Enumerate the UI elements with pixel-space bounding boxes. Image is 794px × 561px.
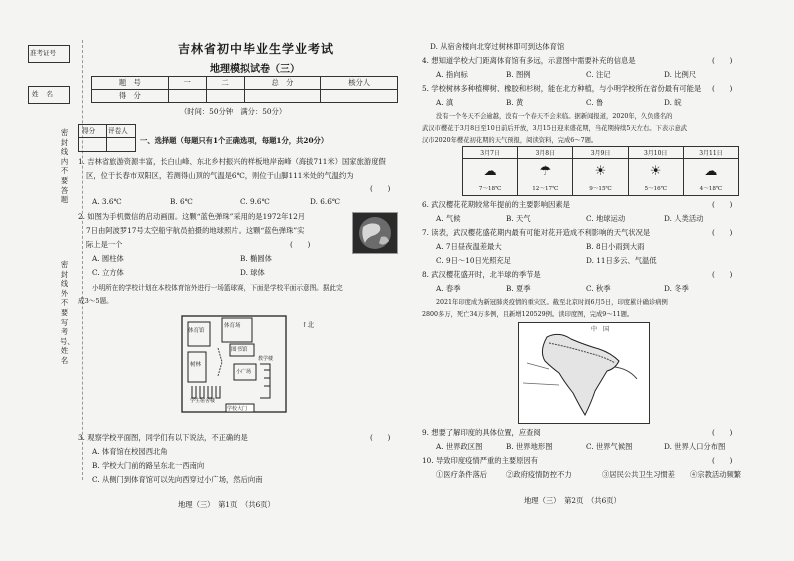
blue-marble-image — [352, 212, 398, 254]
time-note: （时间：50分钟 满分：50分） — [180, 107, 287, 116]
page-subtitle: 地理模拟试卷（三） — [210, 64, 300, 75]
intro-9-11-line2: 2800多万，死亡34万多例，且新增120529例。读印度图，完成9～11题。 — [422, 311, 634, 318]
q7-opt-d[interactable]: D. 11日多云、气温低 — [586, 256, 657, 265]
intro-3-5-line2: 成3～5题。 — [78, 297, 113, 305]
india-map — [518, 322, 650, 424]
q3-opt-c[interactable]: C. 从侧门到体育馆可以先向西穿过小广场，然后向南 — [92, 475, 263, 484]
q5-opt-c[interactable]: C. 鲁 — [586, 98, 604, 107]
weather-day — [629, 147, 684, 195]
score-cell[interactable] — [244, 90, 321, 103]
weather-temp: 7～18℃ — [478, 186, 502, 192]
q3-opt-b[interactable]: B. 学校大门前的路呈东北一西南向 — [92, 461, 205, 470]
q1-answer-paren[interactable]: ( ) — [370, 184, 391, 193]
weather-temp: 9～15℃ — [589, 186, 612, 192]
q3-text: 3. 观察学校平面图，同学们有以下说法，不正确的是 — [78, 433, 248, 442]
page-title: 吉林省初中毕业生学业考试 — [178, 42, 335, 56]
q8-opt-c[interactable]: C. 秋季 — [586, 284, 611, 293]
q6-opt-d[interactable]: D. 人类活动 — [664, 214, 704, 223]
score-head: 核分人 — [321, 77, 398, 90]
q9-opt-a[interactable]: A. 世界政区图 — [436, 442, 483, 451]
score-head: 二 — [206, 77, 244, 90]
weather-date: 3月8日 — [518, 149, 572, 159]
q9-opt-b[interactable]: B. 世界地形图 — [506, 442, 553, 451]
q6-opt-a[interactable]: A. 气候 — [436, 214, 461, 223]
map-label-dorm: 学生宿舍楼 — [190, 398, 216, 404]
q3-answer-paren[interactable]: ( ) — [370, 433, 391, 442]
q10-text: 10. 导致印度疫情严重的主要原因有 — [422, 456, 539, 465]
score-head: 一 — [168, 77, 206, 90]
school-map — [178, 312, 296, 422]
q4-opt-c[interactable]: C. 注记 — [586, 70, 611, 79]
sun-icon: ☀ — [649, 164, 662, 179]
seal-warning-outer: 密封线外不要写考号、姓名 — [60, 260, 75, 365]
name-label: 姓名 — [32, 90, 61, 98]
section1-heading: 一、选择题（每题只有1个正确选项，每题1分，共20分） — [140, 136, 329, 145]
q5-text: 5. 学校树林多种植柳树、橡胶和杉树，能在北方种植，与小明学校所在省份最有可能是 — [422, 84, 702, 93]
north-label: 北 — [307, 321, 315, 329]
map-label-woods: 树林 — [190, 362, 202, 368]
q9-answer-paren[interactable]: ( ) — [712, 428, 733, 437]
score-cell[interactable] — [206, 90, 244, 103]
q7-opt-a[interactable]: A. 7日昼夜温差最大 — [436, 242, 502, 251]
sun-icon: ☀ — [594, 164, 607, 179]
seal-warning-inner: 密封线内不要答题 — [60, 128, 69, 205]
q6-opt-c[interactable]: C. 地球运动 — [586, 214, 626, 223]
q6-answer-paren[interactable]: ( ) — [712, 200, 733, 209]
india-map-drawing — [519, 323, 649, 423]
weather-temp: 4～18℃ — [699, 186, 723, 192]
q10-item-4: ④宗教活动频繁 — [690, 470, 742, 479]
q7-answer-paren[interactable]: ( ) — [712, 228, 733, 237]
score-head: 题 号 — [92, 77, 169, 90]
weather-temp: 5～16℃ — [644, 186, 667, 192]
q5-answer-paren[interactable]: ( ) — [712, 84, 733, 93]
q3-opt-d[interactable]: D. 从宿舍楼向北穿过树林即可到达体育馆 — [430, 42, 565, 51]
footer-page1: 地理（三） 第1页 （共6页） — [178, 500, 275, 509]
weather-date: 3月10日 — [629, 149, 683, 159]
map-label-plaza: 小广场 — [236, 369, 252, 375]
intro-6-7-line2: 武汉市樱花于3月8日至10日前后开放，3月15日迎来盛花期，当花期持续5天左右。下表示意武 — [422, 125, 688, 132]
q1-line2: 区，位于长春市双阳区，若测得山顶的气温是6℃，则位于山脚111米处的气温约为 — [86, 171, 354, 180]
weather-day — [518, 147, 573, 195]
q9-opt-c[interactable]: C. 世界气候图 — [586, 442, 633, 451]
weather-date: 3月9日 — [573, 149, 627, 159]
north-arrow-icon: ↑ — [302, 321, 308, 329]
map-label-gym: 体育馆 — [188, 328, 205, 334]
q1-opt-b[interactable]: B. 6℃ — [170, 197, 193, 206]
q4-opt-b[interactable]: B. 图例 — [506, 70, 531, 79]
cloudy-icon: ☁ — [483, 164, 497, 179]
q1-opt-a[interactable]: A. 3.6℃ — [92, 197, 122, 206]
weather-day — [463, 147, 518, 195]
q2-answer-paren[interactable]: ( ) — [290, 240, 311, 249]
q9-opt-d[interactable]: D. 世界人口分布图 — [664, 442, 726, 451]
intro-6-7-line1: 没有一个冬天不会逾越，没有一个春天不会来临。据新闻报道，2020年，久负盛名的 — [436, 113, 673, 120]
score-head: 总 分 — [244, 77, 321, 90]
q4-opt-d[interactable]: D. 比例尺 — [664, 70, 697, 79]
weather-date: 3月7日 — [463, 149, 517, 159]
q4-answer-paren[interactable]: ( ) — [712, 56, 733, 65]
q4-opt-a[interactable]: A. 指向标 — [436, 70, 468, 79]
weather-forecast-table — [462, 146, 739, 196]
exam-id-label: 准考证号 — [30, 49, 56, 57]
intro-3-5-line1: 小明所在的学校计划在本校体育馆外进行一场篮球赛，下面是学校平面示意图。据此完 — [92, 284, 343, 292]
q2-opt-d[interactable]: D. 球体 — [240, 268, 265, 277]
score-row-label: 得 分 — [92, 90, 169, 103]
q1-line1: 1. 吉林省旅游资源丰富，长白山峰、东北乡村振兴的样板地岸南峰（海拔711米）国家旅游度假 — [78, 157, 386, 166]
q2-line2: 7日由阿波罗17号太空船宇航员拍摄的地球照片。这颗“蓝色弹珠”实 — [86, 226, 305, 235]
q10-item-2: ②政府疫情防控不力 — [506, 470, 572, 479]
q1-opt-c[interactable]: C. 9.6℃ — [240, 197, 270, 206]
intro-9-11-line1: 2021年印度成为新冠肺炎疫情的重灾区。截至北京时间6月5日，印度累计确诊病例 — [436, 299, 668, 306]
q6-text: 6. 武汉樱花花期较常年提前的主要影响因素是 — [422, 200, 570, 209]
q8-text: 8. 武汉樱花盛开时，北半球的季节是 — [422, 270, 541, 279]
q7-text: 7. 读表，武汉樱花盛花期内最有可能对花开造成不利影响的天气状况是 — [422, 228, 651, 237]
map-label-teaching: 教学楼 — [258, 356, 274, 362]
weather-temp: 12～17℃ — [532, 186, 559, 192]
weather-date: 3月11日 — [684, 149, 738, 159]
q3-opt-a[interactable]: A. 体育馆在校园西北角 — [92, 447, 168, 456]
map-label-gate: 学校大门 — [227, 406, 248, 412]
q5-opt-a[interactable]: A. 滇 — [436, 98, 454, 107]
q10-item-1: ①医疗条件落后 — [436, 470, 488, 479]
rain-icon: ☂ — [539, 164, 552, 179]
q2-line1: 2. 如图为手机微信的启动画面。这颗“蓝色弹珠”采用的是1972年12月 — [78, 212, 306, 221]
map-label-china: 中 国 — [591, 326, 610, 333]
q1-opt-d[interactable]: D. 6.6℃ — [310, 197, 340, 206]
q2-line3: 际上是一个 — [86, 240, 123, 249]
q5-opt-d[interactable]: D. 皖 — [664, 98, 682, 107]
q5-opt-b[interactable]: B. 黄 — [506, 98, 524, 107]
score-cell[interactable] — [168, 90, 206, 103]
q7-opt-b[interactable]: B. 8日小雨到大雨 — [586, 242, 645, 251]
weather-day — [684, 147, 738, 195]
score-table — [91, 76, 398, 103]
q10-item-3: ③居民公共卫生习惯差 — [602, 470, 675, 479]
q9-text: 9. 想要了解印度的具体位置，应查阅 — [422, 428, 541, 437]
footer-page2: 地理（三） 第2页 （共6页） — [524, 496, 621, 505]
q8-opt-a[interactable]: A. 春季 — [436, 284, 461, 293]
scorer-label-a: 得分 — [82, 127, 96, 135]
scorer-label-b: 评卷人 — [108, 127, 128, 135]
intro-6-7-line3: 汉市2020年樱花初花期的天气预报，阅读资料，完成6～7题。 — [422, 137, 598, 144]
weather-day — [573, 147, 628, 195]
q7-opt-c[interactable]: C. 9日～10日光照充足 — [436, 256, 511, 265]
q8-opt-d[interactable]: D. 冬季 — [664, 284, 689, 293]
binding-strip — [26, 40, 75, 460]
q2-opt-c[interactable]: C. 立方体 — [92, 268, 124, 277]
scorer-box — [78, 124, 136, 152]
q2-opt-a[interactable]: A. 圆柱体 — [92, 254, 124, 263]
north-arrow — [302, 320, 314, 330]
q4-text: 4. 想知道学校大门距离体育馆有多远，示意图中需要补充的信息是 — [422, 56, 636, 65]
q8-opt-b[interactable]: B. 夏季 — [506, 284, 531, 293]
q6-opt-b[interactable]: B. 天气 — [506, 214, 531, 223]
q8-answer-paren[interactable]: ( ) — [712, 270, 733, 279]
map-label-stadium: 体育场 — [224, 323, 241, 329]
q10-answer-paren[interactable]: ( ) — [712, 456, 733, 465]
earth-icon — [353, 213, 397, 253]
score-cell[interactable] — [321, 90, 398, 103]
map-label-library: 图书馆 — [231, 347, 248, 353]
q2-opt-b[interactable]: B. 椭圆体 — [240, 254, 272, 263]
cloudy-icon: ☁ — [704, 164, 718, 179]
